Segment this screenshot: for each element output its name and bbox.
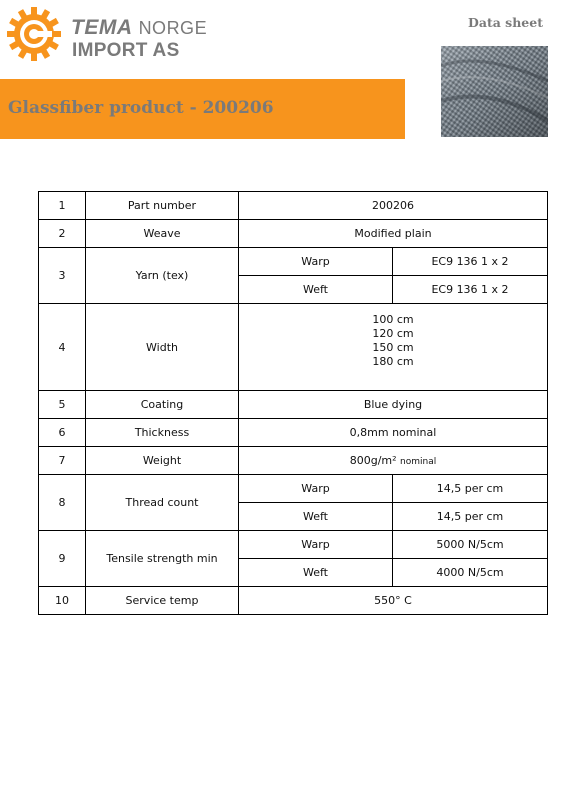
logo-line-1 [71,16,207,40]
width-value: 100 cm [372,313,414,326]
table-row [39,248,548,276]
company-logo [5,6,208,62]
property-label: Service temp [86,587,239,615]
property-value: 14,5 per cm [393,503,548,531]
property-label: Thread count [86,475,239,531]
row-number: 7 [39,447,86,475]
specification-table [38,191,548,615]
row-number: 8 [39,475,86,531]
property-value: 800g/m² [349,454,397,467]
property-value: 200206 [239,192,548,220]
table-row [39,192,548,220]
table-row [39,419,548,447]
row-number: 5 [39,391,86,419]
table-row [39,304,548,391]
property-label: Part number [86,192,239,220]
weight-value-cell [239,447,548,475]
table-row [39,220,548,248]
table-row [39,447,548,475]
logo-word-norge: NORGE [138,18,208,38]
sub-label: Weft [239,276,393,304]
property-label: Tensile strength min [86,531,239,587]
sub-label: Warp [239,248,393,276]
width-values [239,304,548,391]
sub-label: Weft [239,559,393,587]
row-number: 4 [39,304,86,391]
table-row [39,587,548,615]
row-number: 10 [39,587,86,615]
sub-label: Weft [239,503,393,531]
row-number: 6 [39,419,86,447]
logo-line-2: IMPORT AS [72,40,180,61]
property-label: Weave [86,220,239,248]
property-value: 14,5 per cm [393,475,548,503]
property-value: EC9 136 1 x 2 [393,276,548,304]
value-suffix: nominal [400,457,437,467]
doc-type-label: Data sheet [468,15,543,30]
property-label: Yarn (tex) [86,248,239,304]
width-value: 150 cm [372,341,414,354]
row-number: 9 [39,531,86,587]
glassfiber-fabric-photo [441,46,548,137]
property-value: 0,8mm nominal [239,419,548,447]
table-row [39,391,548,419]
table-row [39,475,548,503]
width-value: 180 cm [372,355,414,368]
property-label: Weight [86,447,239,475]
sub-label: Warp [239,475,393,503]
property-value: Modified plain [239,220,548,248]
gear-logo-icon [5,6,67,62]
table-row [39,531,548,559]
property-value: EC9 136 1 x 2 [393,248,548,276]
property-value: 4000 N/5cm [393,559,548,587]
property-value: 550° C [239,587,548,615]
sub-label: Warp [239,531,393,559]
width-value: 120 cm [372,327,414,340]
row-number: 2 [39,220,86,248]
property-label: Thickness [86,419,239,447]
property-value: 5000 N/5cm [393,531,548,559]
property-label: Width [86,304,239,391]
row-number: 1 [39,192,86,220]
page-title: Glassfiber product - 200206 [8,98,274,118]
logo-word-tema: TEMA [71,16,133,39]
property-value: Blue dying [239,391,548,419]
property-label: Coating [86,391,239,419]
row-number: 3 [39,248,86,304]
